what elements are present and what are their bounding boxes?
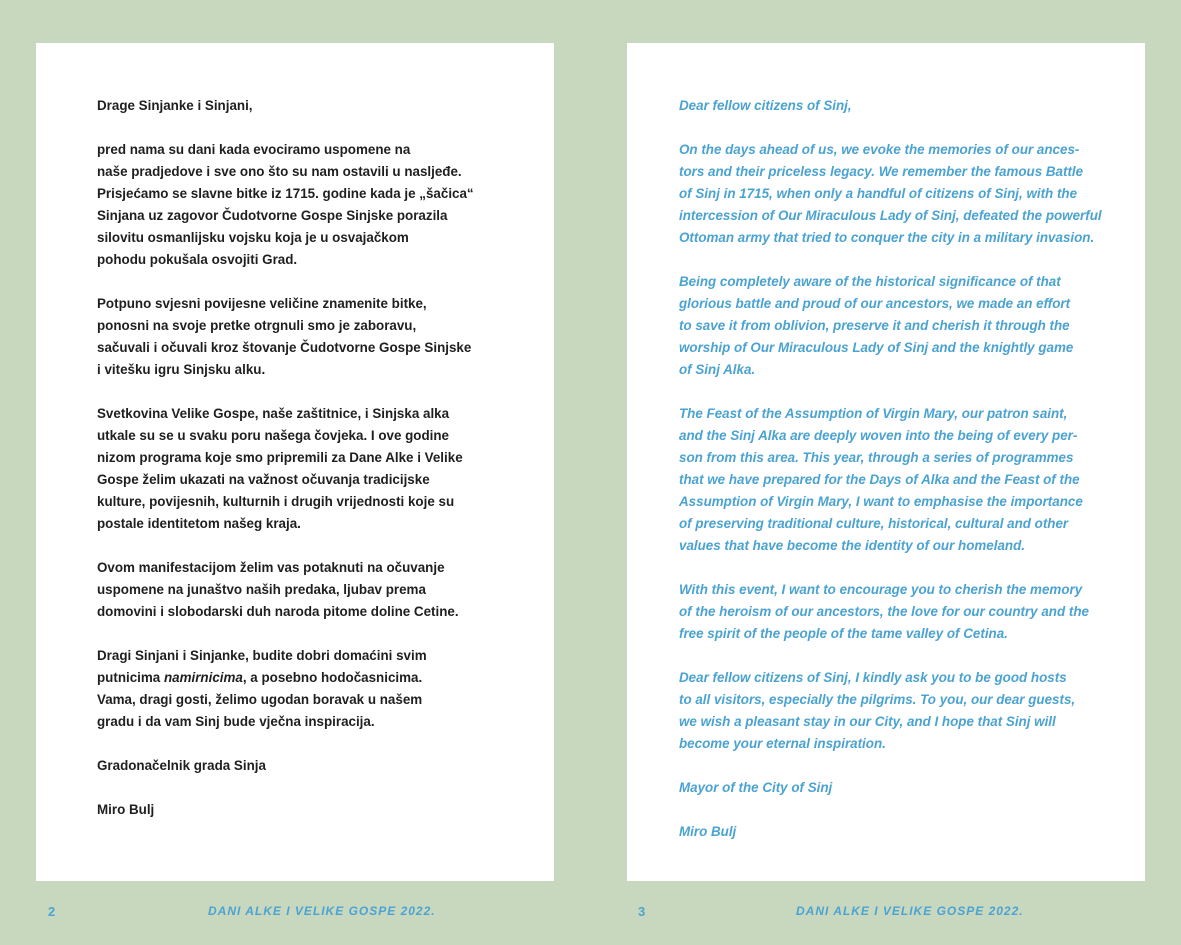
blank-line: [97, 381, 547, 403]
letter-line: Ovom manifestacijom želim vas potaknuti na očuvanje: [97, 560, 445, 575]
letter-line: Dear fellow citizens of Sinj, I kindly ask you to be good hosts: [679, 670, 1067, 685]
line-segment: putnicima: [97, 670, 164, 685]
letter-line: Being completely aware of the historical significance of that: [679, 274, 1061, 289]
blank-line: [97, 623, 547, 645]
right-page: [627, 43, 1145, 881]
letter-line: utkale su se u svaku poru našega čovjeka. I ove godine: [97, 428, 450, 443]
letter-line: pred nama su dani kada evociramo uspomene na: [97, 142, 411, 157]
blank-line: [97, 777, 547, 799]
letter-line: The Feast of the Assumption of Virgin Mary, our patron saint,: [679, 406, 1068, 421]
letter-line: Potpuno svjesni povijesne veličine znamenite bitke,: [97, 296, 427, 311]
letter-line: of the heroism of our ancestors, the love for our country and the: [679, 604, 1089, 619]
footer-title-left: DANI ALKE I VELIKE GOSPE 2022.: [208, 904, 436, 918]
blank-line: [679, 249, 1129, 271]
letter-line: With this event, I want to encourage you to cherish the memory: [679, 582, 1083, 597]
blank-line: [97, 535, 547, 557]
blank-line: [679, 799, 1129, 821]
letter-line: i vitešku igru Sinjsku alku.: [97, 362, 266, 377]
signature-name: Miro Bulj: [679, 824, 737, 839]
blank-line: [97, 117, 547, 139]
blank-line: [679, 557, 1129, 579]
letter-line: of Sinj Alka.: [679, 362, 756, 377]
english-letter: [679, 95, 1129, 843]
letter-line: we wish a pleasant stay in our City, and I hope that Sinj will: [679, 714, 1056, 729]
letter-line: son from this area. This year, through a series of programmes: [679, 450, 1074, 465]
letter-line: uspomene na junaštvo naših predaka, ljubav prema: [97, 582, 426, 597]
letter-line: to save it from oblivion, preserve it and cherish it through the: [679, 318, 1070, 333]
letter-line: On the days ahead of us, we evoke the memories of our ances-: [679, 142, 1080, 157]
letter-line: values that have become the identity of our homeland.: [679, 538, 1025, 553]
letter-line: silovitu osmanlijsku vojsku koja je u osvajačkom: [97, 230, 409, 245]
letter-line: Prisjećamo se slavne bitke iz 1715. godine kada je „šačica“: [97, 186, 474, 201]
blank-line: [679, 755, 1129, 777]
letter-line: sačuvali i očuvali kroz štovanje Čudotvorne Gospe Sinjske: [97, 340, 472, 355]
blank-line: [97, 271, 547, 293]
letter-line: to all visitors, especially the pilgrims. To you, our dear guests,: [679, 692, 1076, 707]
letter-line: tors and their priceless legacy. We remember the famous Battle: [679, 164, 1084, 179]
letter-line: Gospe želim ukazati na važnost očuvanja tradicijske: [97, 472, 430, 487]
line-segment: , a posebno hodočasnicima.: [242, 670, 423, 685]
letter-line: pohodu pokušala osvojiti Grad.: [97, 252, 298, 267]
letter-line: Vama, dragi gosti, želimo ugodan boravak u našem: [97, 692, 423, 707]
letter-line: Assumption of Virgin Mary, I want to emphasise the importance: [679, 494, 1083, 509]
letter-line: domovini i slobodarski duh naroda pitome doline Cetine.: [97, 604, 459, 619]
salutation: Drage Sinjanke i Sinjani,: [97, 98, 253, 113]
letter-line: worship of Our Miraculous Lady of Sinj and the knightly game: [679, 340, 1074, 355]
blank-line: [97, 733, 547, 755]
blank-line: [679, 117, 1129, 139]
letter-line: become your eternal inspiration.: [679, 736, 886, 751]
letter-line: postale identitetom našeg kraja.: [97, 516, 301, 531]
blank-line: [679, 645, 1129, 667]
page-number-right: 3: [638, 904, 646, 919]
italic-word: namirnicima: [163, 670, 243, 685]
letter-line: Dragi Sinjani i Sinjanke, budite dobri domaćini svim: [97, 648, 427, 663]
letter-line: Ottoman army that tried to conquer the city in a military invasion.: [679, 230, 1095, 245]
salutation: Dear fellow citizens of Sinj,: [679, 98, 852, 113]
signature-title: Mayor of the City of Sinj: [679, 780, 833, 795]
letter-line: Sinjana uz zagovor Čudotvorne Gospe Sinjske porazila: [97, 208, 448, 223]
left-page: [36, 43, 554, 881]
letter-line: of Sinj in 1715, when only a handful of citizens of Sinj, with the: [679, 186, 1078, 201]
letter-line: Svetkovina Velike Gospe, naše zaštitnice, i Sinjska alka: [97, 406, 450, 421]
letter-line: of preserving traditional culture, historical, cultural and other: [679, 516, 1069, 531]
footer-title-right: DANI ALKE I VELIKE GOSPE 2022.: [796, 904, 1024, 918]
letter-line: that we have prepared for the Days of Alka and the Feast of the: [679, 472, 1080, 487]
letter-line: intercession of Our Miraculous Lady of Sinj, defeated the powerful: [679, 208, 1102, 223]
signature-name: Miro Bulj: [97, 802, 155, 817]
letter-line: nizom programa koje smo pripremili za Dane Alke i Velike: [97, 450, 463, 465]
signature-title: Gradonačelnik grada Sinja: [97, 758, 266, 773]
letter-line: naše pradjedove i sve ono što su nam ostavili u nasljeđe.: [97, 164, 462, 179]
page-number-left: 2: [48, 904, 56, 919]
letter-line: and the Sinj Alka are deeply woven into the being of every per-: [679, 428, 1078, 443]
letter-line-mixed: [97, 667, 547, 689]
blank-line: [679, 381, 1129, 403]
letter-line: free spirit of the people of the tame valley of Cetina.: [679, 626, 1008, 641]
letter-line: kulture, povijesnih, kulturnih i drugih vrijednosti koje su: [97, 494, 455, 509]
letter-line: gradu i da vam Sinj bude vječna inspiracija.: [97, 714, 375, 729]
letter-line: ponosni na svoje pretke otrgnuli smo je zaboravu,: [97, 318, 417, 333]
croatian-letter: [97, 95, 547, 821]
letter-line: glorious battle and proud of our ancestors, we made an effort: [679, 296, 1071, 311]
